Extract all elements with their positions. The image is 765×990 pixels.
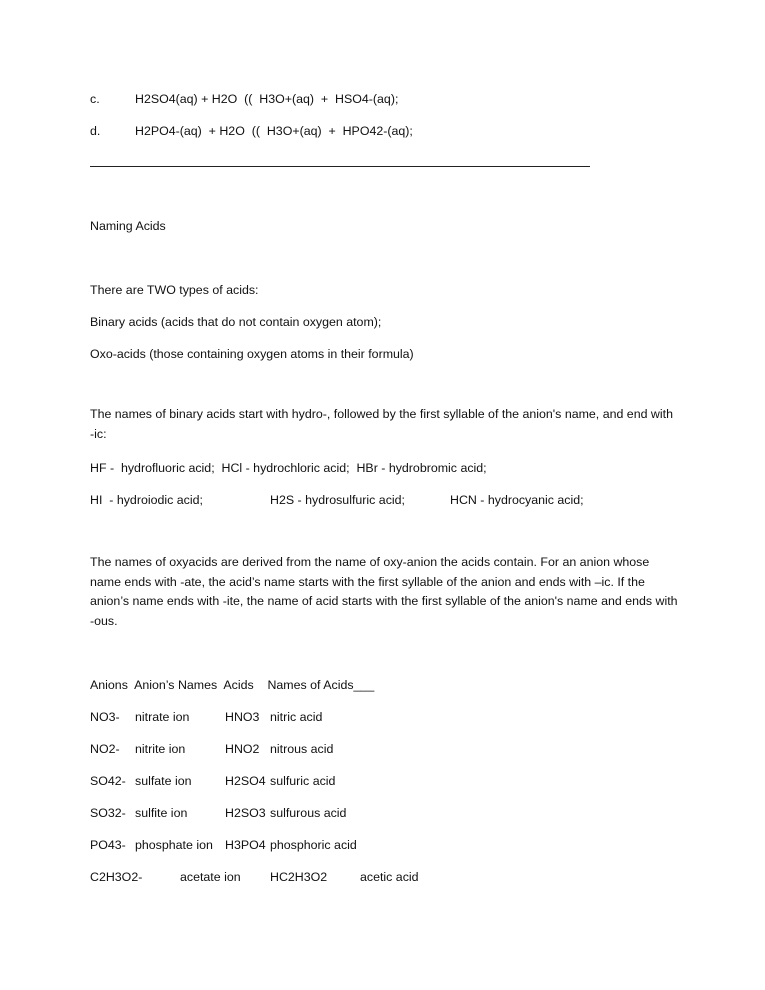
- anion-name-cell: phosphate ion: [135, 838, 213, 852]
- acid-cell: HNO2: [225, 742, 260, 756]
- acid-cell: HC2H3O2: [270, 870, 328, 884]
- acid-name-cell: sulfuric acid: [270, 774, 336, 788]
- acid-cell: H2SO4: [225, 774, 266, 788]
- section-title: Naming Acids: [90, 219, 166, 233]
- oxyacid-naming-rule: The names of oxyacids are derived from the name of oxy-anion the acids contain. For an anion whose name ends with -ate, the acid’s name starts with the first syllable of the anion and ends with –ic. If the anion’s name ends with -ite, the name of acid starts with the first syllable of the anion's name and ends with -ous.: [90, 555, 678, 628]
- equation-c-text: H2SO4(aq) + H2O (( H3O+(aq) + HSO4-(aq);: [135, 92, 399, 106]
- binary-examples-line-1: HF - hydrofluoric acid; HCl - hydrochloric acid; HBr - hydrobromic acid;: [90, 461, 487, 475]
- anion-name-cell: nitrate ion: [135, 710, 190, 724]
- binary-example-hcn: HCN - hydrocyanic acid;: [450, 493, 584, 507]
- acid-name-cell: nitric acid: [270, 710, 323, 724]
- acid-cell: H3PO4: [225, 838, 266, 852]
- acid-name-cell: acetic acid: [360, 870, 419, 884]
- anion-name-cell: sulfite ion: [135, 806, 188, 820]
- binary-acid-definition: Binary acids (acids that do not contain oxygen atom);: [90, 315, 382, 329]
- acid-name-cell: sulfurous acid: [270, 806, 347, 820]
- acid-cell: H2SO3: [225, 806, 266, 820]
- anion-cell: NO3-: [90, 710, 120, 724]
- table-header: Anions Anion’s Names Acids Names of Acids___: [90, 678, 375, 692]
- types-intro: There are TWO types of acids:: [90, 283, 259, 297]
- oxo-acid-definition: Oxo-acids (those containing oxygen atoms in their formula): [90, 347, 414, 361]
- binary-example-h2s: H2S - hydrosulfuric acid;: [270, 493, 405, 507]
- anion-cell: PO43-: [90, 838, 126, 852]
- equation-d-label: d.: [90, 124, 101, 138]
- anion-cell: C2H3O2-: [90, 870, 143, 884]
- equation-c-label: c.: [90, 92, 100, 106]
- binary-example-hi: HI - hydroiodic acid;: [90, 493, 203, 507]
- horizontal-rule: [90, 166, 590, 167]
- binary-naming-rule: The names of binary acids start with hydro-, followed by the first syllable of the anion's name, and end with -ic:: [90, 407, 673, 441]
- anion-cell: SO42-: [90, 774, 126, 788]
- anion-cell: NO2-: [90, 742, 120, 756]
- anion-name-cell: acetate ion: [180, 870, 241, 884]
- acid-cell: HNO3: [225, 710, 260, 724]
- acid-name-cell: nitrous acid: [270, 742, 334, 756]
- equation-d-text: H2PO4-(aq) + H2O (( H3O+(aq) + HPO42-(aq);: [135, 124, 413, 138]
- anion-name-cell: nitrite ion: [135, 742, 186, 756]
- acid-name-cell: phosphoric acid: [270, 838, 357, 852]
- anion-name-cell: sulfate ion: [135, 774, 192, 788]
- anion-cell: SO32-: [90, 806, 126, 820]
